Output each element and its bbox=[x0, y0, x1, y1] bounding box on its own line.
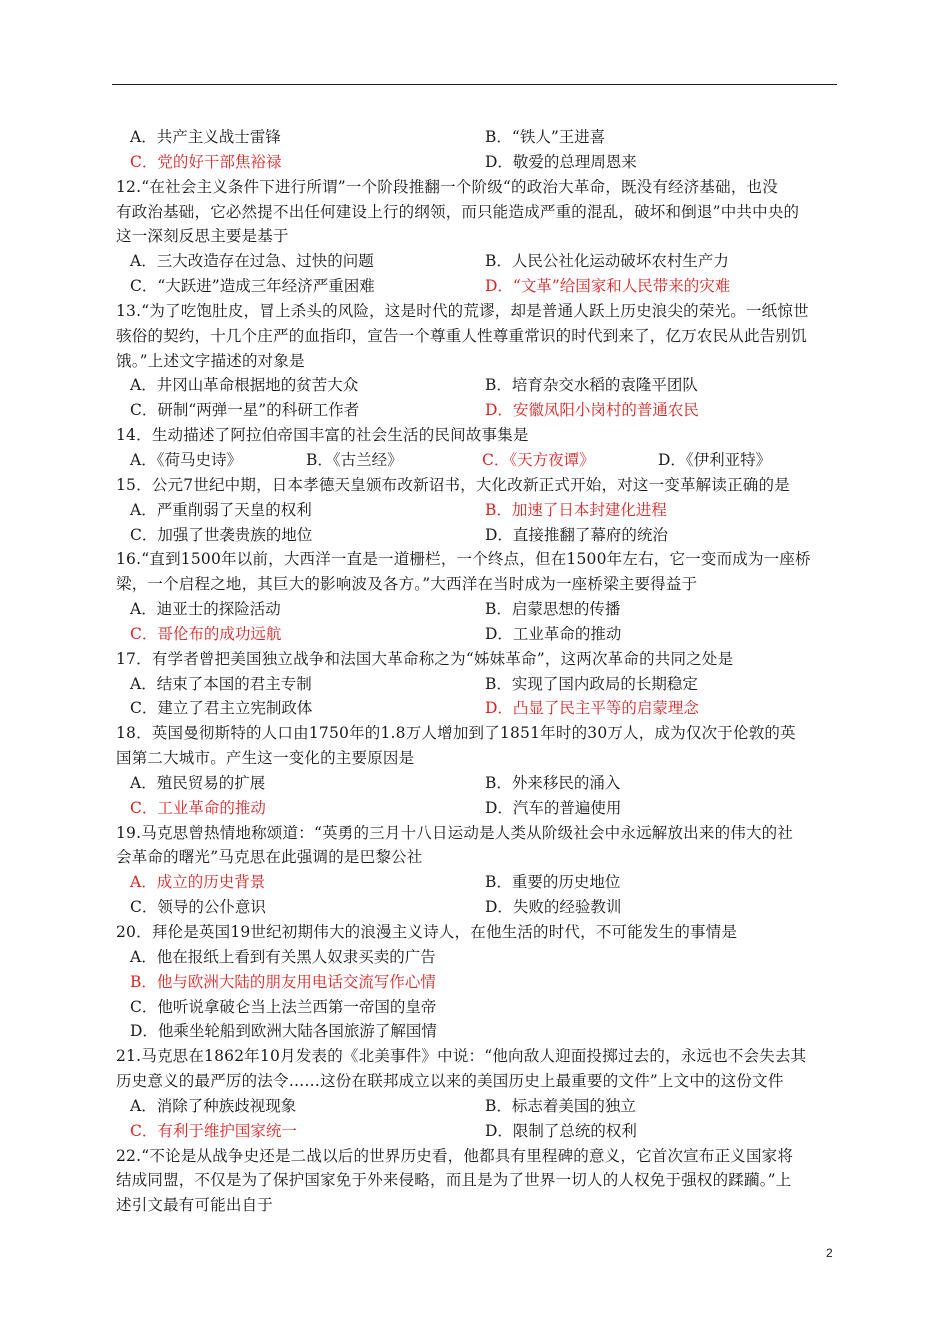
option-left: A．共产主义战士雷锋 bbox=[130, 128, 281, 146]
option-right: D．工业革命的推动 bbox=[485, 624, 622, 643]
option-row bbox=[116, 970, 840, 995]
option-row bbox=[116, 498, 840, 523]
option-right-answer: D．安徽凤阳小岗村的普通农民 bbox=[485, 401, 699, 420]
option-single-answer: B．他与欧洲大陆的朋友用电话交流写作心情 bbox=[130, 972, 436, 991]
option-d: D．《伊利亚特》 bbox=[658, 450, 772, 469]
question-stem-line: 20．拜伦是英国19世纪初期伟大的浪漫主义诗人，在他生活的时代，不可能发生的事情是 bbox=[116, 923, 738, 941]
option-right: B．外来移民的涌入 bbox=[485, 773, 621, 792]
question-stem-line: 结成同盟，不仅是为了保护国家免于外来侵略，而且是为了世界一切人的人权免于强权的蹂躏。”上 bbox=[116, 1171, 792, 1190]
option-row bbox=[116, 1119, 840, 1144]
option-single: C．他听说拿破仑当上法兰西第一帝国的皇帝 bbox=[130, 997, 437, 1016]
option-single: D．他乘坐轮船到欧洲大陆各国旅游了解国情 bbox=[130, 1022, 437, 1041]
option-left: A．殖民贸易的扩展 bbox=[130, 773, 266, 792]
option-single: A．他在报纸上看到有关黑人奴隶买卖的广告 bbox=[130, 947, 436, 966]
question-stem-line: 国第二大城市。产生这一变化的主要原因是 bbox=[116, 749, 415, 768]
option-right-answer: B．加速了日本封建化进程 bbox=[485, 500, 667, 519]
option-left-answer: A．成立的历史背景 bbox=[130, 873, 266, 892]
option-right: D．汽车的普遍使用 bbox=[485, 798, 622, 817]
option-left: A．严重削弱了天皇的权利 bbox=[130, 500, 312, 519]
option-right: D．直接推翻了幕府的统治 bbox=[485, 525, 668, 544]
question-list bbox=[116, 125, 840, 1218]
option-row bbox=[116, 448, 840, 473]
option-left-answer: C．工业革命的推动 bbox=[130, 798, 266, 817]
question-stem-line: 饿。”上述文字描述的对象是 bbox=[116, 351, 305, 370]
question-stem-line: 有政治基础，它必然提不出任何建设上行的纲领，而只能造成严重的混乱，破坏和倒退”中共中央的 bbox=[116, 202, 800, 221]
option-row bbox=[116, 945, 840, 970]
page-number: 2 bbox=[826, 1246, 833, 1260]
option-left-answer: C．哥伦布的成功远航 bbox=[130, 624, 282, 643]
question-stem-line: 梁，一个启程之地，其巨大的影响波及各方。”大西洋在当时成为一座桥梁主要得益于 bbox=[116, 575, 698, 594]
option-right: B．培育杂交水稻的袁隆平团队 bbox=[485, 376, 698, 395]
option-row bbox=[116, 771, 840, 796]
option-row bbox=[116, 995, 840, 1020]
option-right: B．人民公社化运动破坏农村生产力 bbox=[485, 252, 729, 271]
option-c-answer: C．《天方夜谭》 bbox=[482, 450, 595, 469]
question-stem-line: 22.“不论是从战争史还是二战以后的世界历史看，他都具有里程碑的意义，它首次宣布正义国家将 bbox=[116, 1146, 794, 1165]
option-left: C．研制“两弹一星”的科研工作者 bbox=[130, 401, 360, 420]
option-row bbox=[116, 150, 840, 175]
option-row bbox=[116, 274, 840, 299]
option-row bbox=[116, 523, 840, 548]
option-left: A．消除了种族歧视现象 bbox=[130, 1096, 297, 1115]
question-stem-line: 骇俗的契约，十几个庄严的血指印，宣告一个尊重人性尊重常识的时代到来了，亿万农民从此告别饥 bbox=[116, 326, 807, 345]
question-stem-line: 19.马克思曾热情地称颂道：“英勇的三月十八日运动是人类从阶级社会中永远解放出来的伟大的社 bbox=[116, 823, 794, 842]
option-row bbox=[116, 895, 840, 920]
option-right-answer: D．凸显了民主平等的启蒙理念 bbox=[485, 699, 699, 718]
option-a: A．《荷马史诗》 bbox=[130, 450, 242, 469]
question-stem-line: 18．英国曼彻斯特的人口由1750年的1.8万人增加到了1851年时的30万人，成为仅次于伦敦的英 bbox=[116, 724, 796, 743]
question-stem-line: 述引文最有可能出自于 bbox=[116, 1196, 274, 1215]
question-stem-line: 13.“为了吃饱肚皮，冒上杀头的风险，这是时代的荒谬，却是普通人跃上历史浪尖的荣光。一纸惊世 bbox=[116, 301, 809, 320]
option-row bbox=[116, 597, 840, 622]
option-row bbox=[116, 373, 840, 398]
option-row bbox=[116, 672, 840, 697]
option-row bbox=[116, 696, 840, 721]
option-right: D．限制了总统的权利 bbox=[485, 1121, 637, 1140]
option-b: B．《古兰经》 bbox=[306, 450, 403, 469]
question-stem-line: 会革命的曙光”马克思在此强调的是巴黎公社 bbox=[116, 848, 423, 867]
option-left: A．井冈山革命根据地的贫苦大众 bbox=[130, 376, 359, 395]
option-row bbox=[116, 870, 840, 895]
option-row bbox=[116, 125, 840, 150]
option-row bbox=[116, 796, 840, 821]
header-rule bbox=[112, 84, 837, 85]
option-right: D．失败的经验教训 bbox=[485, 898, 622, 917]
option-right: B．重要的历史地位 bbox=[485, 873, 621, 892]
option-row bbox=[116, 1094, 840, 1119]
option-right: D．敬爱的总理周恩来 bbox=[485, 152, 637, 171]
option-row bbox=[116, 249, 840, 274]
option-left: A．三大改造存在过急、过快的问题 bbox=[130, 252, 374, 271]
question-stem-line: 历史意义的最严厉的法令……这份在联邦成立以来的美国历史上最重要的文件”上文中的这份文件 bbox=[116, 1072, 784, 1091]
option-row bbox=[116, 1019, 840, 1044]
question-stem-line: 17．有学者曾把美国独立战争和法国大革命称之为“姊妹革命”，这两次革命的共同之处是 bbox=[116, 649, 734, 668]
question-stem-line: 16.“直到1500年以前，大西洋一直是一道栅栏，一个终点，但在1500年左右，它一变而成为一座桥 bbox=[116, 550, 811, 569]
option-row bbox=[116, 622, 840, 647]
option-left: A．结束了本国的君主专制 bbox=[130, 674, 312, 693]
option-left: C．“大跃进”造成三年经济严重困难 bbox=[130, 277, 375, 296]
option-right-answer: D．“文革”给国家和人民带来的灾难 bbox=[485, 277, 731, 296]
question-stem-line: 14．生动描述了阿拉伯帝国丰富的社会生活的民间故事集是 bbox=[116, 426, 529, 445]
question-stem-line: 21.马克思在1862年10月发表的《北美事件》中说：“他向敌人迎面投掷过去的，永远也不会失去其 bbox=[116, 1047, 807, 1066]
option-right: B．“铁人”王进喜 bbox=[485, 128, 606, 146]
option-left: C．领导的公仆意识 bbox=[130, 898, 266, 917]
question-stem-line: 15．公元7世纪中期，日本孝德天皇颁布改新诏书，大化改新正式开始，对这一变革解读正确的是 bbox=[116, 475, 790, 494]
option-left-answer: C．党的好干部焦裕禄 bbox=[130, 152, 282, 171]
option-left: A．迪亚士的探险活动 bbox=[130, 600, 281, 619]
option-right: B．启蒙思想的传播 bbox=[485, 600, 621, 619]
question-stem-line: 12.“在社会主义条件下进行所谓”一个阶段推翻一个阶级“的政治大革命，既没有经济基础，也没 bbox=[116, 177, 778, 196]
option-left-answer: C．有利于维护国家统一 bbox=[130, 1121, 297, 1140]
question-stem-line: 这一深刻反思主要是基于 bbox=[116, 227, 289, 246]
option-left: C．加强了世袭贵族的地位 bbox=[130, 525, 313, 544]
option-right: B．标志着美国的独立 bbox=[485, 1096, 636, 1115]
option-left: C．建立了君主立宪制政体 bbox=[130, 699, 313, 718]
option-right: B．实现了国内政局的长期稳定 bbox=[485, 674, 698, 693]
option-row bbox=[116, 398, 840, 423]
